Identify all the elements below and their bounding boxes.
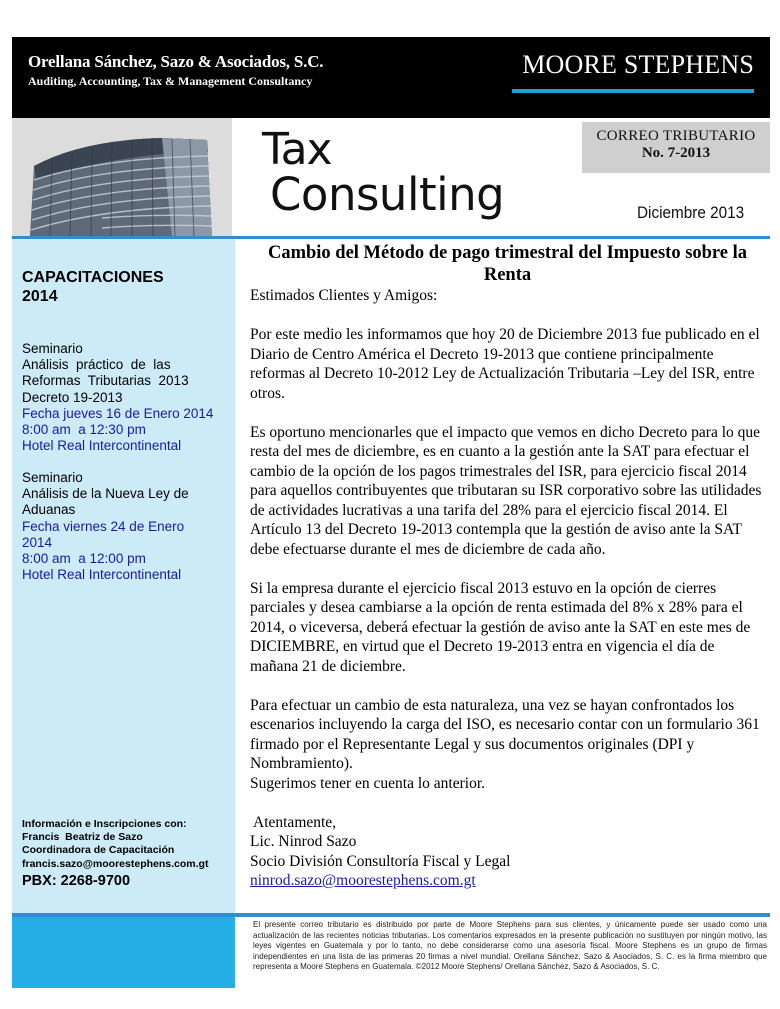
series-number: No. 7-2013 bbox=[641, 145, 711, 161]
event-line: Análisis práctico de las bbox=[22, 357, 171, 373]
article-greeting: Estimados Clientes y Amigos: bbox=[250, 287, 438, 304]
article-closing-note: Sugerimos tener en cuenta lo anterior. bbox=[250, 774, 486, 792]
banner-title-consulting: Consulting bbox=[270, 168, 505, 221]
article-paragraph: Por este medio les informamos que hoy 20 de Diciembre 2013 fue publicado en el Diario de Centro América el Decreto 19-2013 que contiene principalmente reformas al Decreto 10-2012 Ley de Actualización Tributaria –Ley del ISR, entre otros. bbox=[250, 326, 760, 402]
article bbox=[250, 242, 765, 891]
event-line: Análisis de la Nueva Ley de bbox=[22, 486, 189, 502]
contact-heading: Información e Inscripciones con: bbox=[22, 818, 187, 830]
event-time: 8:00 am a 12:00 pm bbox=[22, 551, 146, 567]
event-line: Aduanas bbox=[22, 502, 76, 518]
event-line: Decreto 19-2013 bbox=[22, 389, 123, 405]
event-date: Fecha viernes 24 de Enero bbox=[22, 518, 185, 534]
signer-name: Lic. Ninrod Sazo bbox=[250, 833, 357, 850]
contact-role: Coordinadora de Capacitación bbox=[22, 844, 175, 857]
issue-label-box bbox=[582, 122, 770, 173]
signer-title: Socio División Consultoría Fiscal y Legal bbox=[250, 852, 511, 870]
event-line: Seminario bbox=[22, 470, 83, 485]
event-date: Fecha jueves 16 de Enero 2014 bbox=[22, 405, 214, 421]
sidebar-heading-line: CAPACITACIONES bbox=[22, 269, 164, 286]
event-time: 8:00 am a 12:30 pm bbox=[22, 422, 146, 438]
building-photo bbox=[12, 118, 232, 236]
sidebar-heading-line: 2014 bbox=[22, 288, 58, 305]
event-venue: Hotel Real Intercontinental bbox=[22, 567, 182, 583]
article-paragraph: Si la empresa durante el ejercicio fiscal 2013 estuvo en la opción de cierres parciales y desea cambiarse a la opción de renta estimada del 8% x 28% para el 2014, o viceversa, deberá efectuar la gestión de aviso ante la SAT en este mes de DICIEMBRE, en virtud que el Decreto 19-2013 entra en vigencia el día de mañana 21 de diciembre. bbox=[250, 579, 751, 675]
sidebar bbox=[12, 239, 235, 915]
seminar-event-2 bbox=[22, 470, 227, 583]
seminar-event-1 bbox=[22, 341, 227, 454]
banner-title-tax: Tax bbox=[262, 124, 332, 175]
article-paragraph: Para efectuar un cambio de esta naturaleza, una vez se hayan confrontados los escenarios incluyendo la carga del ISO, es necesario contar con un formulario 361 firmado por el Representante Legal y sus documentos originales (DPI y Nombramiento). bbox=[250, 696, 760, 772]
footer-disclaimer: El presente correo tributario es distribuido por parte de Moore Stephens para sus clientes, y únicamente puede ser usado como una actualización de las recientes noticias tributarias. Los comentarios expresados en la presente publicación no sustituyen por ningún motivo, las leyes vigentes en Guatemala y por lo tanto, no debe considerarse como una asesoría fiscal. Moore Stephens es un grupo de firmas independientes en una lista de las primeras 20 firmas a nivel mundial. Orellana Sánchez, Sazo & Asociados, S. C. es la firma miembro que representa a Moore Stephens en Guatemala. ©2012 Moore Stephens/ Orellana Sánchez, Sazo & Asociados, S. C. bbox=[253, 920, 767, 972]
series-label: CORREO TRIBUTARIO bbox=[596, 128, 756, 144]
contact-block bbox=[22, 818, 208, 890]
brand-underline bbox=[512, 89, 754, 93]
signature-block bbox=[250, 813, 765, 891]
signer-email-link[interactable]: ninrod.sazo@moorestephens.com.gt bbox=[250, 872, 476, 889]
brand-logo-text: MOORE STEPHENS bbox=[522, 50, 754, 79]
signoff-greeting: Atentamente, bbox=[253, 813, 337, 831]
event-line: Reformas Tributarias 2013 bbox=[22, 373, 189, 389]
footer-color-band bbox=[12, 917, 235, 988]
event-venue: Hotel Real Intercontinental bbox=[22, 438, 182, 454]
contact-name: Francis Beatriz de Sazo bbox=[22, 831, 143, 844]
article-paragraph: Es oportuno mencionarles que el impacto que vemos en dicho Decreto para lo que resta del mes de diciembre, es en cuanto a la gestión ante la SAT para efectuar el cambio de la opción de los pagos trimestrales del ISR, para ejercicio fiscal 2014 para aquellos contribuyentes que tributaran su ISR corporativo sobre las utilidades de actividades lucrativas a una tarifa del 28% para el ejercicio fiscal 2014. El Artículo 13 del Decreto 19-2013 contempla que la gestión de aviso ante la SAT debe efectuarse durante el mes de diciembre de cada año. bbox=[250, 423, 762, 558]
event-line: Seminario bbox=[22, 341, 83, 356]
firm-name: Orellana Sánchez, Sazo & Asociados, S.C. bbox=[28, 52, 324, 71]
firm-tagline: Auditing, Accounting, Tax & Management Consultancy bbox=[28, 74, 313, 88]
event-date-year: 2014 bbox=[22, 534, 53, 550]
header-bar bbox=[12, 37, 770, 118]
article-title: Cambio del Método de pago trimestral del Impuesto sobre la Renta bbox=[267, 243, 748, 285]
contact-phone: PBX: 2268-9700 bbox=[22, 872, 131, 889]
building-illustration bbox=[12, 118, 232, 236]
contact-email[interactable]: francis.sazo@moorestephens.com.gt bbox=[22, 857, 209, 870]
sidebar-heading bbox=[22, 268, 164, 306]
edition-date: Diciembre 2013 bbox=[637, 203, 745, 222]
